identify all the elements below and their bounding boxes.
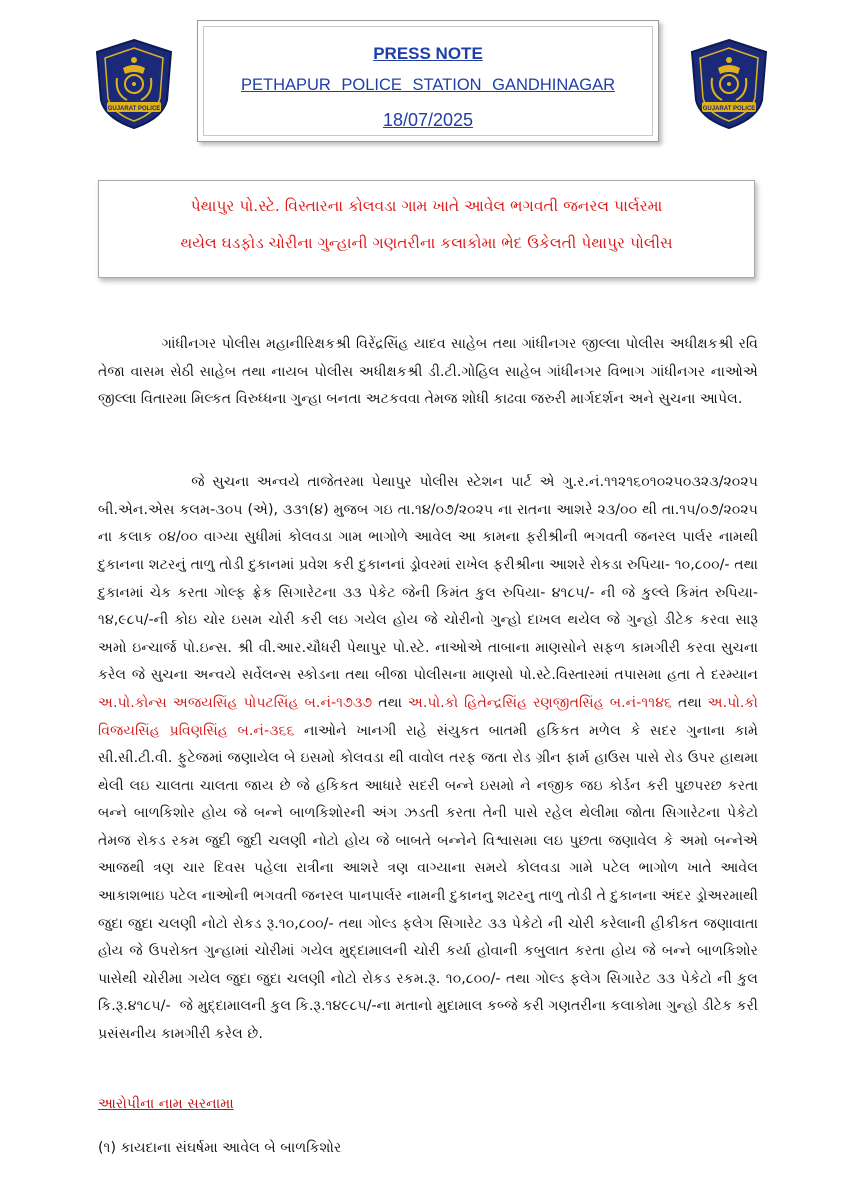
press-note-label: PRESS NOTE (373, 44, 483, 63)
press-note-header (197, 20, 659, 142)
body-paragraph-2 (98, 469, 763, 1048)
headline-line-2: થયેલ ઘડફોડ ચોરીના ગુન્હાની ગણતરીના કલાકોમા ભેદ ઉકેલતી પેથાપુર પોલીસ (180, 234, 673, 252)
paragraph-2-text: તથા (372, 694, 408, 711)
body-paragraph-1: ગાંધીનગર પોલીસ મહાનીરિક્ષકશ્રી વિરેંદ્રસિંહ યાદવ સાહેબ તથા ગાંધીનગર જીલ્લા પોલીસ અધીક્ષકશ્રી રવિ તેજા વાસમ સેઠી સાહેબ તથા નાયબ પોલીસ અધીક્ષકશ્રી ડી.ટી.ગોહિલ સાહેબ ગાંધીનગર વિભાગ ગાંધીનગર નાઓએ જીલ્લા વિતારમા મિલ્કત વિરુધ્ધના ગુન્હા બનતા અટકવવા તેમજ શોધી કાઢવા જરુરી માર્ગદર્શન અને સુચના આપેલ. (98, 336, 763, 408)
emblem-text: GUJARAT POLICE (702, 106, 756, 112)
shield-icon (93, 38, 175, 130)
officer-name-2: અ.પો.કો હિતેન્દ્રસિંહ રણજીતસિંહ બ.નં-૧૧૪૬ (407, 694, 673, 711)
header-inner-border (203, 26, 653, 136)
accused-list-item: (૧) કાયદાના સંઘર્ષમા આવેલ બે બાળકિશોર (98, 1140, 342, 1156)
press-note-date: 18/07/2025 (382, 110, 474, 130)
accused-section-heading: આરોપીના નામ સરનામા (98, 1096, 234, 1112)
paragraph-2-text: જે સુચના અન્વયે તાજેતરમા પેથાપુર પોલીસ સ્ટેશન પાર્ટ એ ગુ.ર.નં.૧૧૨૧૬૦૧૦૨૫૦૩૨૩/૨૦૨૫ બી.એન.એસ કલમ-૩૦૫ (એ), ૩૩૧(૪) મુજબ ગઇ તા.૧૪/૦૭/૨૦૨૫ ના રાતના આશરે ૨૩/૦૦ થી તા.૧૫/૦૭/૨૦૨૫ ના કલાક ૦૪/૦૦ વાગ્યા સુધીમાં કોલવડા ગામ ભાગોળે આવેલ આ કામના ફરીશ્રીની ભગવતી જનરલ પાર્લર નામથી દુકાનના શટરનું તાળુ તોડી દુકાનમાં પ્રવેશ કરી દુકાનનાં ડ્રોવરમાં રાખેલ ફરીશ્રીના આશરે રોકડા રુપિયા- ૧૦,૮૦૦/- તથા દુકાનમાં ચેક કરતા ગોલ્ફ ફ્રેક સિગારેટના ૩૩ પેકેટ જેની કિમંત કુલ રુપિયા- ૪૧૮૫/- ની જે કુલ્લે કિમંત રુપિયા- ૧૪,૯૮૫/-ની કોઇ ચોર ઇસમ ચોરી કરી લઇ ગયેલ હોય જે ચોરીનો ગુન્હો દાખલ થયેલ જે ગુન્હો ડીટેક કરવા સારૂ અમો ઇન્ચાર્જ પો.ઇન્સ. શ્રી વી.આર.ચૌધરી પેથાપુર પો.સ્ટે. નાઓએ તાબાના માણસોને સફળ કામગીરી કરવા સુચના કરેલ જે સુચના અન્વયે સર્વેલન્સ સ્કોડના તથા બીજા પોલીસના માણસો પો.સ્ટે.વિસ્તારમાં તપાસમા હતા તે દરમ્યાન (98, 474, 763, 684)
headline-line-1: પેથાપુર પો.સ્ટે. વિસ્તારના કોલવડા ગામ ખાતે આવેલ ભગવતી જનરલ પાર્લરમા (190, 197, 663, 215)
paragraph-2-text: નાઓને ખાનગી રાહે સંયુકત બાતમી હકિકત મળેલ કે સદર ગુનાના કામે સી.સી.ટી.વી. ફુટેજમાં જણાયેલ બે ઇસમો કોલવડા થી વાવોલ તરફ જતા રોડ ગ્રીન ફાર્મ હાઉસ પાસે રોડ ઉપર હાથમા થેલી લઇ ચાલતા ચાલતા જાય છે જે હકિકત આધારે સદરી બન્ને ઇસમો ને નજીક જઇ કોર્ડન કરી પુછપરછ કરતા બન્ને બાળકિશોર હોય જે બન્ને બાળકિશોરની અંગ ઝડતી કરતા તેની પાસે રહેલ થેલીમા જોતા સિગારેટના પેકેટો તેમજ રોકડ રકમ જુદી જુદી ચલણી નોટો હોય જે બાબતે બન્નેને વિશ્વાસમા લઇ પુછતા જણાવેલ કે અમો બન્નેએ આજથી ત્રણ ચાર દિવસ પહેલા રાત્રીના આશરે ત્રણ વાગ્યાના સમયે કોલવડા ગામે પટેલ ભાગોળ ખાતે આવેલ આકાશભાઇ પટેલ નાઓની ભગવતી જનરલ પાનપાર્લર નામની દુકાનનુ શટરનુ તાળુ તોડી તે દુકાનના અંદર ડ્રોઅરમાથી જુદા જુદા ચલણી નોટો રોકડ રૂ.૧૦,૮૦૦/- તથા ગોલ્ડ ફલેગ સિગારેટ ૩૩ પેકેટો ની ચોરી કરેલાની હીકીકત જણાવાતા હોય જે ઉપરોક્ત ગુન્હામાં ચોરીમાં ગયેલ મુદ્દામાલની ચોરી કર્યા હોવાની કબુલાત કરતા હોય જે બન્ને બાળકિશોર પાસેથી ચોરીમા ગયેલ જુદા જુદા ચલણી નોટો રોકડ રકમ.રૂ. ૧૦,૮૦૦/- તથા ગોલ્ડ ફલેગ સિગારેટ ૩૩ પેકેટો ની કુલ કિ.રૂ.૪૧૮૫/- જે મુદ્દામાલની કુલ કિ.રૂ.૧૪૯૮૫/-ના મતાનો મુદામાલ કબ્જે કરી ગણતરીના કલાકોમા ગુન્હો ડીટેક કરી પ્રસંસનીય કામગીરી કરેલ છે. (98, 722, 763, 1043)
station-name: PETHAPUR POLICE STATION GANDHINAGAR (240, 76, 616, 94)
gujarat-police-emblem-icon (688, 38, 770, 130)
headline-box (98, 180, 755, 278)
officer-name-3: અ.પો.કો વિજયસિંહ પ્રવિણસિંહ બ.નં-૩૬૬ (98, 694, 763, 739)
paragraph-2-text: તથા (672, 694, 708, 711)
officer-name-1: અ.પો.કોન્સ અજયસિંહ પોપટસિંહ બ.નં-૧૭૩૭ (98, 694, 373, 711)
gujarat-police-emblem-icon (93, 38, 175, 130)
press-note-body (98, 276, 763, 1076)
emblem-text: GUJARAT POLICE (107, 106, 161, 112)
shield-icon (688, 38, 770, 130)
